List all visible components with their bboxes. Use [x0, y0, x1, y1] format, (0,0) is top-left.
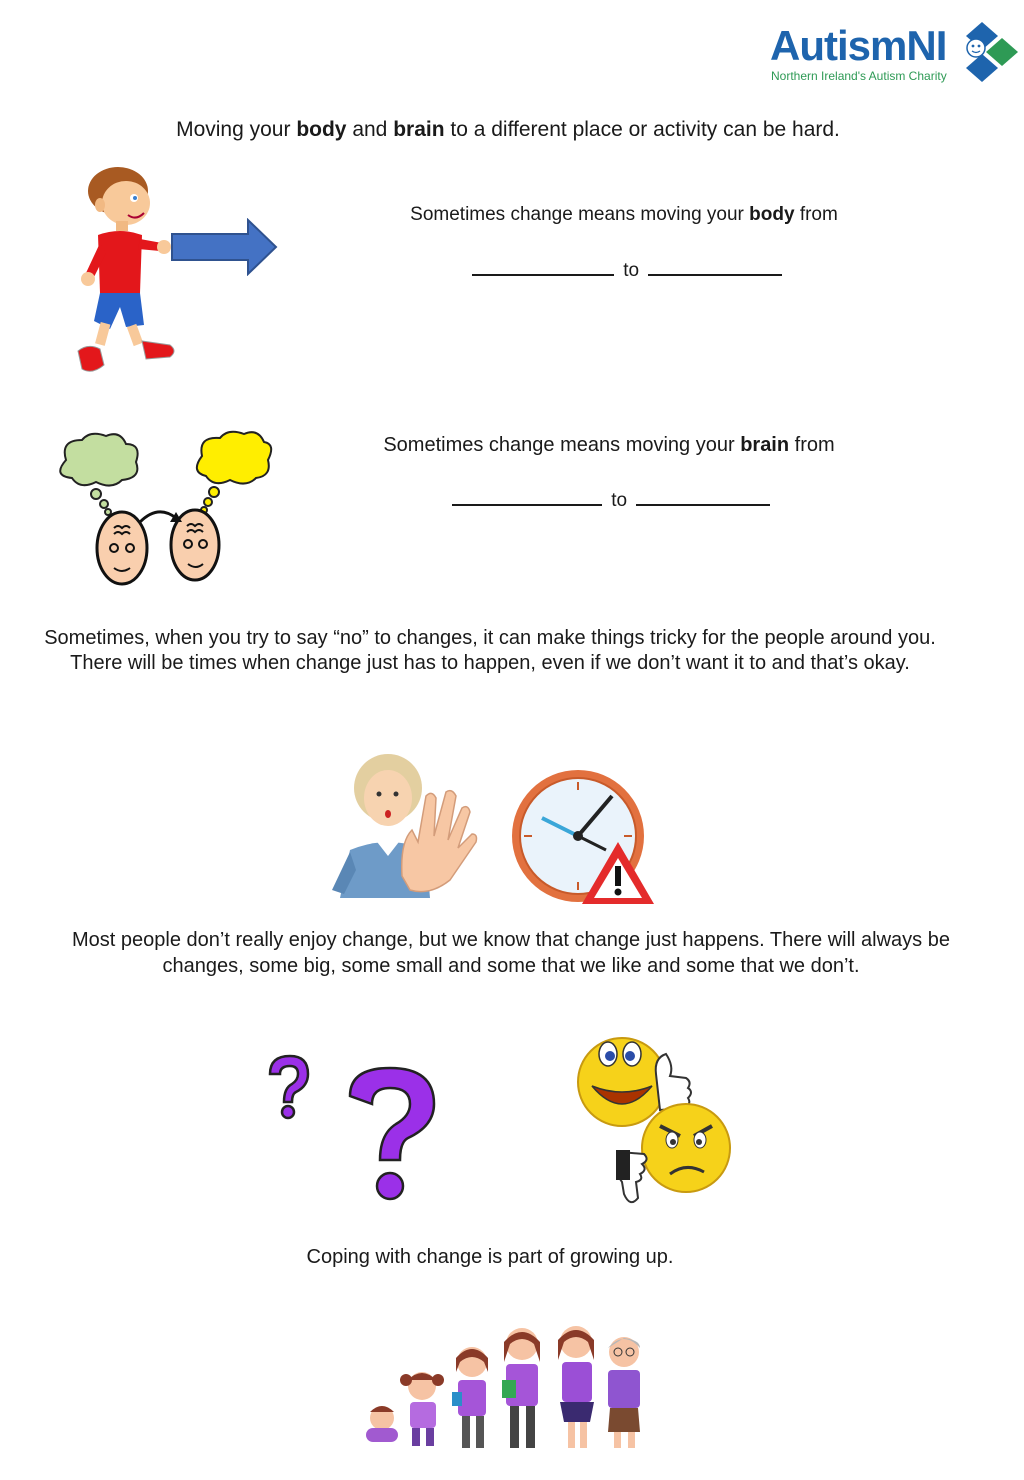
change-happens-line2: changes, some big, some small and some that we like and some that we don’t.	[162, 955, 860, 977]
logo-tagline: Northern Ireland's Autism Charity	[771, 69, 947, 83]
body-text-part2: from	[794, 204, 838, 225]
intro-part2: and	[346, 118, 394, 141]
body-change-text	[374, 202, 874, 228]
brain-text-part2: from	[789, 434, 835, 456]
body-text-part1: Sometimes change means moving your	[410, 204, 750, 225]
stop-hand-woman-icon	[330, 752, 480, 898]
change-happens-line1: Most people don’t really enjoy change, but we know that change just happens. There will always be	[72, 929, 950, 951]
body-to-label: to	[623, 260, 640, 281]
intro-bold-brain: brain	[393, 118, 445, 141]
brain-change-text	[359, 432, 859, 458]
growing-up-girls-icon	[356, 1322, 652, 1452]
question-marks-icon	[262, 1052, 442, 1204]
logo-name-part1: Autism	[770, 22, 907, 69]
body-fill-in-blank	[472, 256, 792, 284]
thought-bubbles-faces-icon	[50, 430, 275, 592]
closing-text: Coping with change is part of growing up.	[306, 1246, 674, 1268]
brain-to-label: to	[611, 490, 628, 511]
intro-text	[0, 117, 1016, 143]
intro-bold-body: body	[296, 118, 347, 141]
logo-diamond-icon	[964, 20, 1020, 82]
thumbs-smileys-icon	[570, 1024, 738, 1210]
intro-part1: Moving your	[176, 118, 297, 141]
brain-text-part1: Sometimes change means moving your	[383, 434, 741, 456]
body-blank-from[interactable]	[472, 256, 614, 276]
brain-fill-in-blank	[452, 486, 782, 514]
right-arrow-icon	[170, 218, 280, 276]
clock-warning-icon	[508, 766, 658, 908]
logo-name-part2: NI	[906, 22, 947, 69]
saying-no-line1: Sometimes, when you try to say “no” to changes, it can make things tricky for the people around you.	[44, 627, 936, 649]
brain-text-bold: brain	[740, 434, 790, 456]
change-happens-paragraph	[0, 927, 1022, 979]
body-blank-to[interactable]	[648, 256, 782, 276]
saying-no-line2: There will be times when change just has to happen, even if we don’t want it to and that’s okay.	[70, 652, 910, 674]
body-text-bold: body	[749, 204, 795, 225]
saying-no-paragraph	[0, 626, 980, 676]
logo	[770, 20, 1020, 90]
logo-wordmark	[770, 24, 946, 68]
intro-part3: to a different place or activity can be hard.	[444, 118, 840, 141]
brain-blank-from[interactable]	[452, 486, 602, 506]
brain-blank-to[interactable]	[636, 486, 770, 506]
